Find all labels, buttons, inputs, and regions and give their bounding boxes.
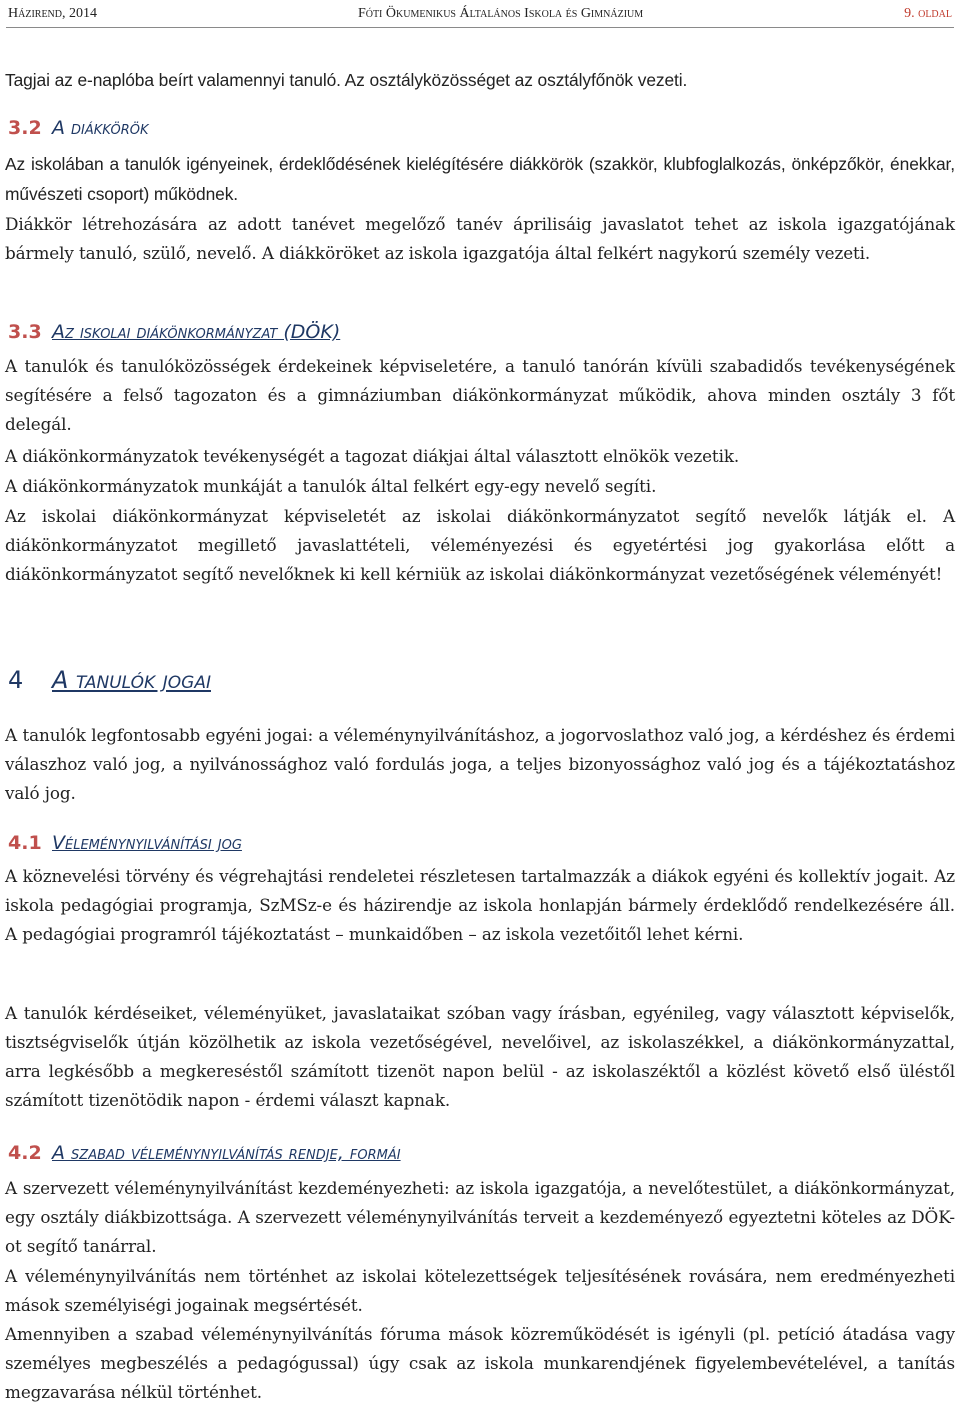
section-number: 4 [8,666,24,694]
section-number: 3.2 [8,117,42,139]
section-3-2-paragraph-2: Diákkör létrehozására az adott tanévet megelőző tanév áprilisáig javaslatot tehet az iskola igazgatójának bármely tanuló, szülő, nevelő. A diákköröket az iskola igazgatója által felkért nagykorú személy vezeti. [5,214,955,263]
section-title: Az iskolai diákönkormányzat (DÖK) [52,321,341,343]
section-4-1-paragraph-2: A tanulók kérdéseiket, véleményüket, javaslataikat szóban vagy írásban, egyénileg, vagy választott képviselők, tisztségviselők útján közölhetik az iskola vezetőségével, nevelőivel, az iskolaszékkel, a diákönkormányzattal, arra legkésőbb a megkereséstől számított tizenöt napon belül - az iskolaszéktől a közlést követő első üléstől számított tizenötödik napon - érdemi választ kapnak. [5,1003,955,1110]
section-4-2-paragraph-2: A véleménynyilvánítás nem történhet az iskolai kötelezettségek teljesítésének rovására, nem eredményezheti mások személyiségi jogainak megsértését. [5,1266,955,1315]
section-4-2-paragraph-3: Amennyiben a szabad véleménynyilvánítás fóruma mások közreműködését is igényli (pl. petíció átadása vagy személyes megbeszélés a pedagógussal) úgy csak az iskola munkarendjének figyelembevételével, a tanítás megzavarása nélkül történhet. [5,1324,955,1402]
section-number: 4.1 [8,832,42,854]
section-4-2-heading [8,1142,401,1164]
intro-paragraph: Tagjai az e-naplóba beírt valamennyi tanuló. Az osztályközösséget az osztályfőnök vezeti. [5,70,688,90]
section-4-2-paragraph-1: A szervezett véleménynyilvánítást kezdeményezheti: az iskola igazgatója, a nevelőtestület, a diákönkormányzat, egy osztály diákbizottsága. A szervezett véleménynyilvánítás terveit a kezdeményező egyeztetni köteles az DÖK-ot segítő tanárral. [5,1178,955,1256]
header-page-number: 9. oldal [904,6,952,21]
section-4-1-heading [8,832,242,854]
page-header [8,0,952,28]
section-3-2-heading [8,117,149,139]
section-title: Véleménynyilvánítási jog [52,832,242,854]
header-center: Fóti Ökumenikus Általános Iskola és Gimnázium [357,6,644,21]
section-3-3-paragraph-4: Az iskolai diákönkormányzat képviseletét az iskolai diákönkormányzatot segítő nevelők látják el. A diákönkormányzatot megillető javaslattételi, véleményezési és egyetértési jog gyakorlása előtt a diákönkormányzatot segítő nevelőknek ki kell kérniük az iskolai diákönkormányzat vezetőségének véleményét! [5,506,955,584]
section-3-2-paragraph-1: Az iskolában a tanulók igényeinek, érdeklődésének kielégítésére diákkörök (szakkör, klubfoglalkozás, önképzőkör, énekkar, művészeti csoport) működnek. [5,154,955,204]
header-left: Házirend, 2014 [8,6,97,21]
section-title: A tanulók jogai [52,666,211,694]
section-3-3-paragraph-1: A tanulók és tanulóközösségek érdekeinek képviseletére, a tanuló tanórán kívüli szabadidős tevékenységének segítésére a felső tagozaton és a gimnáziumban diákönkormányzat működik, ahova minden osztály 3 főt delegál. [5,356,955,434]
section-3-3-heading [8,321,340,343]
section-4-paragraph-1: A tanulók legfontosabb egyéni jogai: a véleménynyilvánításhoz, a jogorvoslathoz való jog, a kérdéshez és érdemi válaszhoz való jog, a nyilvánossághoz való fordulás joga, a teljes bizonyossághoz való jog és a tájékoztatáshoz való jog. [5,725,955,803]
section-4-1-paragraph-1: A köznevelési törvény és végrehajtási rendeletei részletesen tartalmazzák a diákok egyéni és kollektív jogait. Az iskola pedagógiai programja, SzMSz-e és házirendje az iskola honlapján bármely érdeklődő rendelkezésére áll. A pedagógiai programról tájékoztatást – munkaidőben – az iskola vezetőitől lehet kérni. [5,866,955,944]
section-title: A szabad véleménynyilvánítás rendje, formái [52,1142,401,1164]
section-3-3-paragraph-2: A diákönkormányzatok tevékenységét a tagozat diákjai által választott elnökök vezetik. [5,446,740,466]
section-title: A diákkörök [52,117,149,139]
section-number: 4.2 [8,1142,42,1164]
section-number: 3.3 [8,321,42,343]
section-3-3-paragraph-3: A diákönkormányzatok munkáját a tanulók által felkért egy-egy nevelő segíti. [5,476,657,496]
header-rule [6,27,954,28]
section-4-heading [8,666,211,694]
